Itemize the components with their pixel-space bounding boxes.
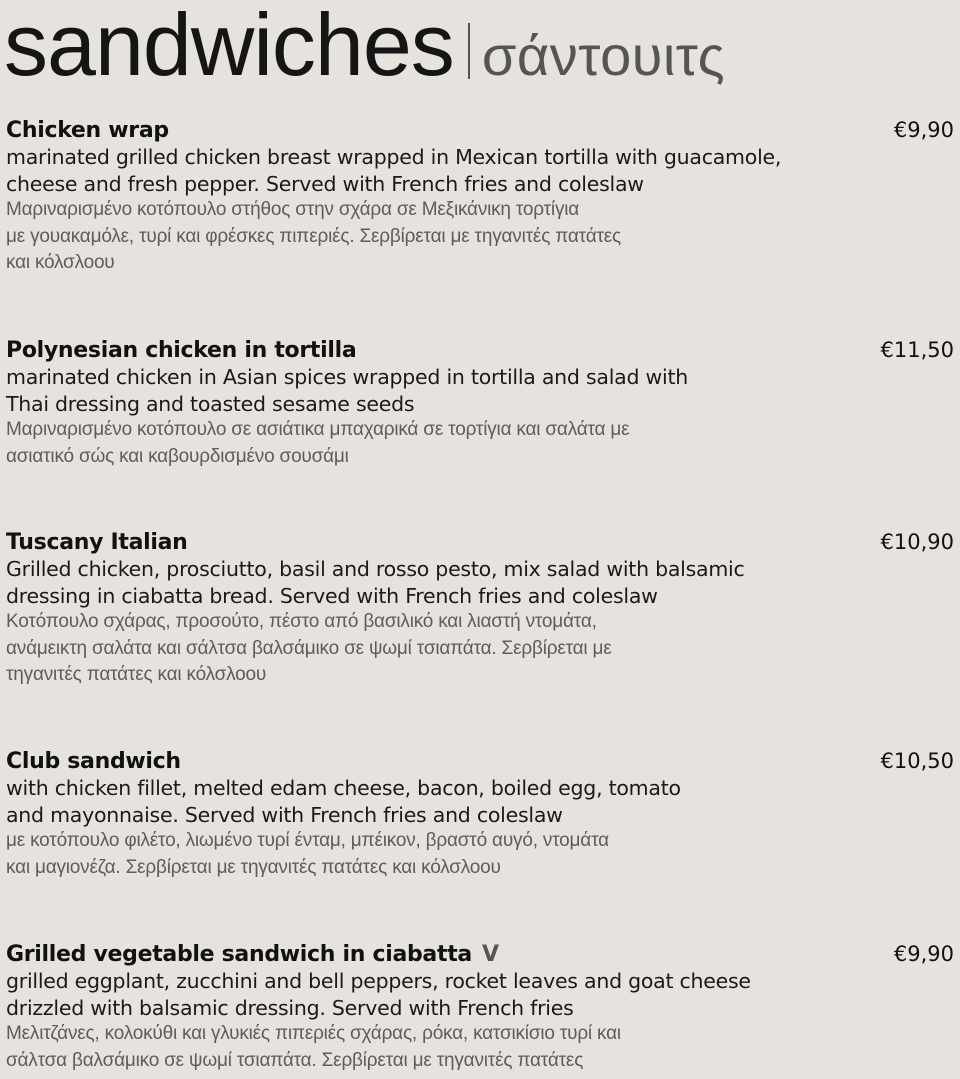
- page-title: [4, 0, 725, 96]
- item-description-english: [6, 144, 954, 197]
- menu-item-chicken-wrap: [6, 117, 954, 277]
- item-description-greek: [6, 1021, 954, 1074]
- menu-item-tuscany-italian: [6, 529, 954, 689]
- item-description-english: [6, 968, 954, 1021]
- description-line: σάλτσα βαλσάμικο σε ψωμί τσιαπάτα. Σερβίρεται με τηγανιτές πατάτες: [6, 1049, 584, 1071]
- item-description-greek: [6, 828, 954, 881]
- item-price: €9,90: [893, 118, 954, 142]
- vegetarian-badge: V: [481, 942, 499, 967]
- page-title-greek: σάντουιτς: [481, 24, 726, 87]
- description-line: grilled eggplant, zucchini and bell peppers, rocket leaves and goat cheese: [6, 969, 751, 993]
- description-line: with chicken fillet, melted edam cheese, bacon, boiled egg, tomato: [6, 776, 681, 800]
- item-description-greek: [6, 417, 954, 470]
- page-title-english: sandwiches: [4, 0, 454, 94]
- description-line: drizzled with balsamic dressing. Served with French fries: [6, 995, 574, 1020]
- description-line: Μαριναρισμένο κοτόπουλο στήθος στην σχάρα σε Μεξικάνικη τορτίγια: [6, 199, 580, 220]
- description-line: cheese and fresh pepper. Served with French fries and coleslaw: [6, 171, 644, 196]
- item-name: Club sandwich: [6, 749, 181, 774]
- item-description-english: [6, 556, 954, 609]
- description-line: Μελιτζάνες, κολοκύθι και γλυκιές πιπεριές σχάρας, ρόκα, κατσικίσιο τυρί και: [6, 1023, 621, 1044]
- description-line: και κόλσλοου: [6, 252, 115, 273]
- item-name: Polynesian chicken in tortilla: [6, 338, 357, 363]
- description-line: Thai dressing and toasted sesame seeds: [6, 391, 415, 416]
- description-line: με γουακαμόλε, τυρί και φρέσκες πιπεριές. Σερβίρεται με τηγανιτές πατάτες: [6, 225, 622, 247]
- item-name: [6, 941, 954, 968]
- item-description-english: [6, 364, 954, 417]
- description-line: ανάμεικτη σαλάτα και σάλτσα βαλσάμικο σε ψωμί τσιαπάτα. Σερβίρεται με: [6, 637, 612, 659]
- description-line: dressing in ciabatta bread. Served with French fries and coleslaw: [6, 583, 658, 608]
- description-line: ασιατικό σώς και καβουρδισμένο σουσάμι: [6, 445, 349, 467]
- description-line: και μαγιονέζα. Σερβίρεται με τηγανιτές πατάτες και κόλσλοου: [6, 856, 501, 878]
- description-line: marinated grilled chicken breast wrapped in Mexican tortilla with guacamole,: [6, 145, 782, 169]
- item-description-greek: [6, 197, 954, 277]
- item-price: €9,90: [893, 942, 954, 966]
- description-line: Grilled chicken, prosciutto, basil and rosso pesto, mix salad with balsamic: [6, 557, 745, 581]
- menu-item-club-sandwich: [6, 748, 954, 881]
- item-price: €10,90: [880, 530, 954, 554]
- description-line: τηγανιτές πατάτες και κόλσλοου: [6, 664, 267, 685]
- item-description-greek: [6, 609, 954, 689]
- description-line: marinated chicken in Asian spices wrapped in tortilla and salad with: [6, 365, 688, 389]
- item-name-text: Grilled vegetable sandwich in ciabatta: [6, 942, 472, 967]
- item-name: Tuscany Italian: [6, 530, 188, 555]
- description-line: Κοτόπουλο σχάρας, προσούτο, πέστο από βασιλικό και λιαστή ντομάτα,: [6, 611, 597, 632]
- item-price: €10,50: [880, 749, 954, 773]
- menu-item-grilled-vegetable-sandwich: [6, 941, 954, 1074]
- menu-item-polynesian-chicken: [6, 337, 954, 470]
- item-name: Chicken wrap: [6, 118, 169, 143]
- item-price: €11,50: [880, 338, 954, 362]
- title-divider: [468, 23, 470, 79]
- item-description-english: [6, 775, 954, 828]
- description-line: Μαριναρισμένο κοτόπουλο σε ασιάτικα μπαχαρικά σε τορτίγια και σαλάτα με: [6, 419, 630, 440]
- description-line: and mayonnaise. Served with French fries and coleslaw: [6, 802, 563, 827]
- description-line: με κοτόπουλο φιλέτο, λιωμένο τυρί ένταμ, μπέικον, βραστό αυγό, ντομάτα: [6, 830, 609, 851]
